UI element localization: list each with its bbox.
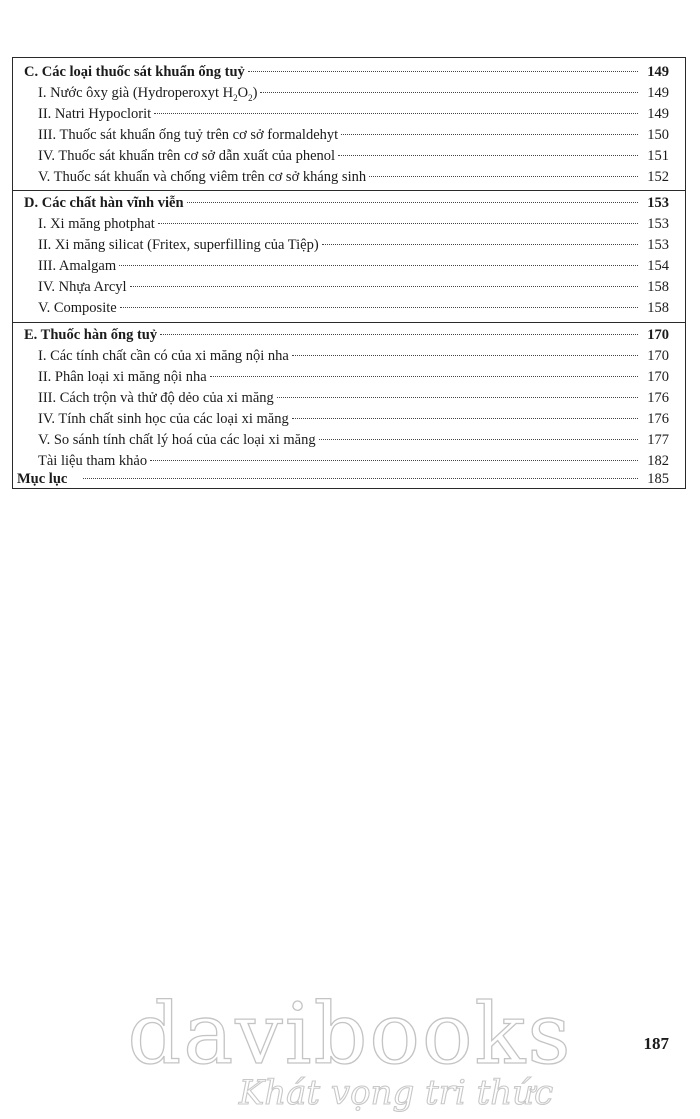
- toc-item[interactable]: [13, 409, 685, 429]
- toc-section-c[interactable]: [13, 62, 685, 82]
- page-number: 187: [643, 1034, 669, 1053]
- leader-dots: [119, 265, 638, 266]
- leader-dots: [120, 307, 638, 308]
- toc-item-label: V. Composite: [38, 300, 117, 316]
- toc-page-number: 149: [647, 64, 669, 80]
- toc-item[interactable]: [13, 277, 685, 297]
- table-of-contents: [12, 57, 686, 489]
- toc-section-e[interactable]: [13, 325, 685, 345]
- toc-item[interactable]: [13, 346, 685, 366]
- toc-page-number: 176: [647, 390, 669, 406]
- toc-item[interactable]: [13, 104, 685, 124]
- section-divider: [13, 190, 685, 191]
- toc-page-number: 153: [647, 195, 669, 211]
- leader-dots: [277, 397, 638, 398]
- leader-dots: [248, 71, 638, 72]
- toc-section-title: D. Các chất hàn vĩnh viễn: [24, 195, 184, 211]
- toc-item-label: III. Amalgam: [38, 258, 117, 274]
- toc-item[interactable]: [13, 298, 685, 318]
- leader-dots: [83, 478, 638, 479]
- leader-dots: [292, 418, 638, 419]
- leader-dots: [319, 439, 638, 440]
- toc-item[interactable]: [13, 235, 685, 255]
- toc-item-label: III. Thuốc sát khuẩn ống tuỷ trên cơ sở formaldehyt: [38, 127, 339, 143]
- leader-dots: [322, 244, 638, 245]
- leader-dots: [130, 286, 638, 287]
- toc-item[interactable]: [13, 167, 685, 187]
- toc-item[interactable]: [13, 430, 685, 450]
- leader-dots: [292, 355, 638, 356]
- toc-item[interactable]: [13, 256, 685, 276]
- toc-item-label: IV. Nhựa Arcyl: [38, 279, 127, 295]
- toc-item-label: II. Xi măng silicat (Fritex, superfilling của Tiệp): [38, 237, 319, 253]
- leader-dots: [369, 176, 638, 177]
- toc-page-number: 152: [647, 169, 669, 185]
- watermark-brand: davibooks: [127, 985, 573, 1083]
- toc-page-number: 149: [647, 106, 669, 122]
- leader-dots: [260, 92, 638, 93]
- leader-dots: [338, 155, 638, 156]
- toc-page-number: 150: [647, 127, 669, 143]
- toc-page-number: 177: [647, 432, 669, 448]
- toc-item[interactable]: [13, 451, 685, 471]
- toc-page-number: 176: [647, 411, 669, 427]
- toc-item-label: II. Natri Hypoclorit: [38, 106, 152, 122]
- toc-section-title: Mục lục: [17, 471, 68, 487]
- toc-item-label: V. Thuốc sát khuẩn và chống viêm trên cơ sở kháng sinh: [38, 169, 367, 185]
- toc-item-label: Tài liệu tham khảo: [38, 453, 148, 469]
- toc-item-label: IV. Tính chất sinh học của các loại xi măng: [38, 411, 289, 427]
- toc-page-number: 158: [647, 300, 669, 316]
- leader-dots: [158, 223, 638, 224]
- toc-page-number: 153: [647, 237, 669, 253]
- toc-section-title: E. Thuốc hàn ống tuỷ: [24, 327, 158, 343]
- toc-page-number: 170: [647, 348, 669, 364]
- leader-dots: [210, 376, 638, 377]
- toc-page-number: 170: [647, 369, 669, 385]
- toc-item-label: II. Phân loại xi măng nội nha: [38, 369, 207, 385]
- leader-dots: [160, 334, 638, 335]
- toc-item-label: I. Xi măng photphat: [38, 216, 155, 232]
- leader-dots: [187, 202, 638, 203]
- toc-page-number: 151: [647, 148, 669, 164]
- toc-item-label: V. So sánh tính chất lý hoá của các loại xi măng: [38, 432, 316, 448]
- toc-page-number: 149: [647, 85, 669, 101]
- toc-page-number: 158: [647, 279, 669, 295]
- toc-item-label: I. Các tính chất cần có của xi măng nội nha: [38, 348, 289, 364]
- toc-item[interactable]: [13, 83, 685, 103]
- toc-page-number: 182: [647, 453, 669, 469]
- toc-item-label: I. Nước ôxy già (Hydroperoxyt $H_2O_2$): [38, 85, 258, 103]
- toc-page-number: 185: [647, 471, 669, 487]
- watermark-tagline: Khát vọng tri thức: [238, 1073, 554, 1113]
- toc-item[interactable]: [13, 388, 685, 408]
- toc-item[interactable]: [13, 146, 685, 166]
- toc-section-d[interactable]: [13, 193, 685, 213]
- toc-item-label: IV. Thuốc sát khuẩn trên cơ sở dẫn xuất của phenol: [38, 148, 336, 164]
- toc-page-number: 153: [647, 216, 669, 232]
- leader-dots: [154, 113, 638, 114]
- toc-item[interactable]: [13, 125, 685, 145]
- toc-item[interactable]: [13, 367, 685, 387]
- toc-page-number: 154: [647, 258, 669, 274]
- toc-page-number: 170: [647, 327, 669, 343]
- leader-dots: [341, 134, 638, 135]
- leader-dots: [150, 460, 638, 461]
- toc-contents-entry[interactable]: [13, 469, 685, 489]
- toc-item-label: III. Cách trộn và thử độ dẻo của xi măng: [38, 390, 274, 406]
- toc-item[interactable]: [13, 214, 685, 234]
- toc-section-title: C. Các loại thuốc sát khuẩn ống tuỷ: [24, 64, 245, 80]
- section-divider: [13, 322, 685, 323]
